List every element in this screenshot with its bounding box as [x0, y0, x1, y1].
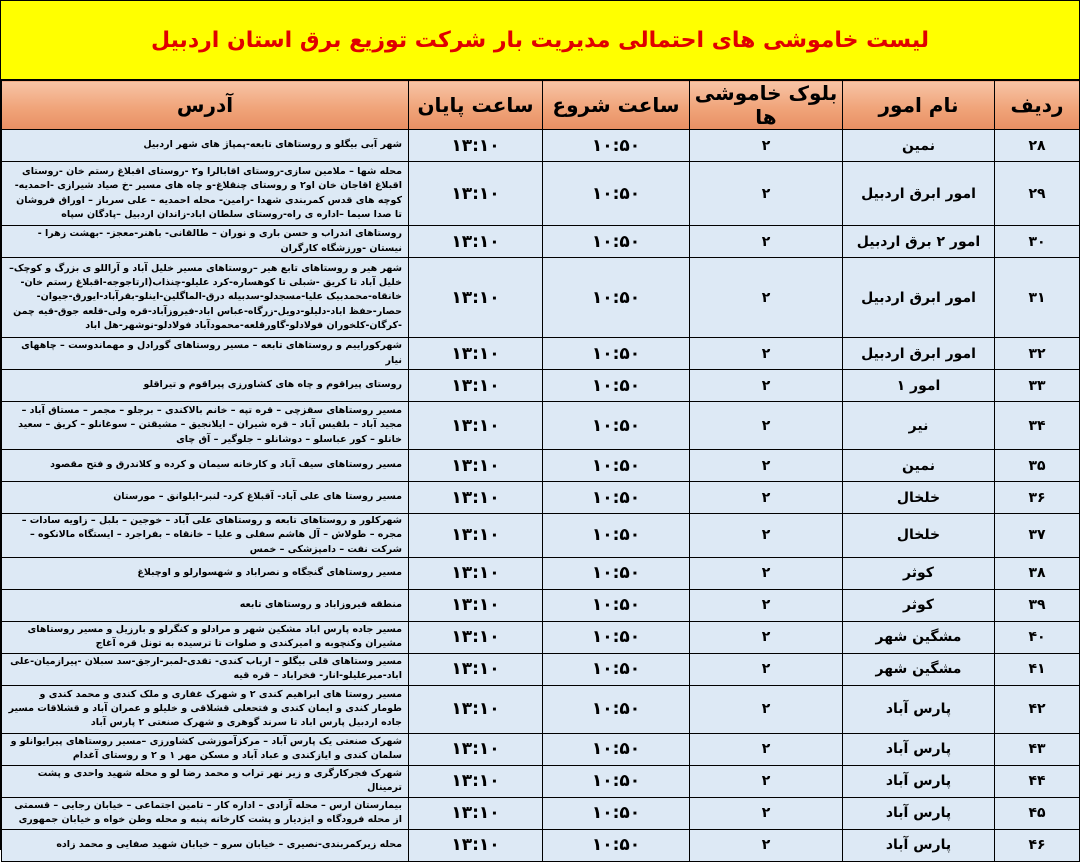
- address-cell: بیمارستان ارس – محله آزادی – اداره کار – تامین اجتماعی – خیابان رجایی – قسمتی از محله فرودگاه و ایزدیار و پشت کارخانه پنبه و محله وطن خواه و خیابان جمهوری: [2, 797, 409, 829]
- start-time-cell: ۱۰:۵۰: [543, 797, 690, 829]
- address-cell: روستای پیراقوم و چاه های کشاورزی پیراقوم و تیراقلو: [2, 370, 409, 402]
- table-row: [2, 402, 1080, 450]
- address-cell: شهرک فجرکارگری و زیر نهر تراب و محمد رضا لو و محله شهید واحدی و پشت ترمینال: [2, 765, 409, 797]
- start-time-cell: ۱۰:۵۰: [543, 621, 690, 653]
- table-row: [2, 226, 1080, 258]
- district-name-cell: پارس آباد: [843, 733, 995, 765]
- end-time-cell: ۱۳:۱۰: [409, 765, 543, 797]
- outage-block-cell: ۲: [690, 402, 843, 450]
- outage-block-cell: ۲: [690, 589, 843, 621]
- outage-block-cell: ۲: [690, 733, 843, 765]
- table-row: [2, 621, 1080, 653]
- district-name-cell: امور ۱: [843, 370, 995, 402]
- start-time-cell: ۱۰:۵۰: [543, 589, 690, 621]
- row-number-cell: ۳۲: [995, 338, 1080, 370]
- address-cell: مسیر وستاهای قلی بیگلو – ارباب کندی- تقدی-لمبر-ارجق-سد سبلان -پیرازمیان-علی اباد-میرعلیلو-انار- فخراباد – قره قیه: [2, 653, 409, 685]
- district-name-cell: نمین: [843, 450, 995, 482]
- district-name-cell: نیر: [843, 402, 995, 450]
- row-number-cell: ۴۱: [995, 653, 1080, 685]
- row-number-cell: ۳۵: [995, 450, 1080, 482]
- outage-block-cell: ۲: [690, 653, 843, 685]
- end-time-cell: ۱۳:۱۰: [409, 162, 543, 226]
- outage-block-cell: ۲: [690, 685, 843, 733]
- end-time-cell: ۱۳:۱۰: [409, 370, 543, 402]
- district-name-cell: کوثر: [843, 589, 995, 621]
- start-time-cell: ۱۰:۵۰: [543, 482, 690, 514]
- outage-block-cell: ۲: [690, 514, 843, 558]
- row-number-cell: ۳۳: [995, 370, 1080, 402]
- table-row: [2, 450, 1080, 482]
- district-name-cell: امور ابرق اردبیل: [843, 338, 995, 370]
- start-time-cell: ۱۰:۵۰: [543, 226, 690, 258]
- start-time-cell: ۱۰:۵۰: [543, 162, 690, 226]
- table-row: [2, 130, 1080, 162]
- table-row: [2, 589, 1080, 621]
- sheet-title: لیست خاموشی های احتمالی مدیریت بار شرکت توزیع برق استان اردبیل: [150, 27, 930, 53]
- outage-block-cell: ۲: [690, 370, 843, 402]
- end-time-cell: ۱۳:۱۰: [409, 402, 543, 450]
- address-cell: منطقه فیروزاباد و روستاهای تابعه: [2, 589, 409, 621]
- header-end-time: ساعت پایان: [409, 81, 543, 130]
- start-time-cell: ۱۰:۵۰: [543, 733, 690, 765]
- end-time-cell: ۱۳:۱۰: [409, 482, 543, 514]
- start-time-cell: ۱۰:۵۰: [543, 402, 690, 450]
- end-time-cell: ۱۳:۱۰: [409, 685, 543, 733]
- header-row-number: ردیف: [995, 81, 1080, 130]
- outage-block-cell: ۲: [690, 797, 843, 829]
- outage-block-cell: ۲: [690, 450, 843, 482]
- start-time-cell: ۱۰:۵۰: [543, 258, 690, 338]
- table-row: [2, 514, 1080, 558]
- outage-block-cell: ۲: [690, 258, 843, 338]
- outage-block-cell: ۲: [690, 482, 843, 514]
- start-time-cell: ۱۰:۵۰: [543, 685, 690, 733]
- row-number-cell: ۳۱: [995, 258, 1080, 338]
- start-time-cell: ۱۰:۵۰: [543, 130, 690, 162]
- row-number-cell: ۴۴: [995, 765, 1080, 797]
- end-time-cell: ۱۳:۱۰: [409, 450, 543, 482]
- start-time-cell: ۱۰:۵۰: [543, 765, 690, 797]
- address-cell: شهر هیر و روستاهای تابع هیر –روستاهای مسیر خلیل آباد و آراللو ی بزرگ و کوچک–خلیل آباد تا کریق -شبلی تا کوهساره-کرد علیلو-چنذاب(ارتاجوجه-اقبلاغ رستم خان-خانقاه-محمدبیک علیا-مسجدلو-سدبیله درق-الماگلین-اینلو-بقرآباد-ایورق-جیوان-حصار-حفظ اباد-دلیلو-دویل-زرگاه-عباس اباد-فیروزآباد-قره ولی-قلعه جوق-قیه چمن -کرگان-کلخوران فولادلو-گاورقلعه-محمودآباد فولادلو-نوشهر-هل اباد: [2, 258, 409, 338]
- district-name-cell: مشگین شهر: [843, 621, 995, 653]
- district-name-cell: امور ابرق اردبیل: [843, 258, 995, 338]
- outage-block-cell: ۲: [690, 829, 843, 861]
- row-number-cell: ۳۸: [995, 557, 1080, 589]
- start-time-cell: ۱۰:۵۰: [543, 450, 690, 482]
- table-row: [2, 557, 1080, 589]
- address-cell: شهرک صنعتی یک پارس آباد – مرکزآموزشی کشاورزی –مسیر روستاهای پیرایوانلو و سلمان کندی و ایازکندی و عباد آباد و مسکن مهر ۱ و ۲ و روستای آغدام: [2, 733, 409, 765]
- district-name-cell: امور ابرق اردبیل: [843, 162, 995, 226]
- address-cell: مسیر جاده پارس اباد مشکین شهر و مرادلو و کنگرلو و بارزیل و مسیر روستاهای مشیران وکنچوبه و امیرکندی و صلوات تا ترسیده به تونل قره آغاج: [2, 621, 409, 653]
- district-name-cell: پارس آباد: [843, 765, 995, 797]
- address-cell: شهر آبی بیگلو و روستاهای تابعه-پمپاژ های شهر اردبیل: [2, 130, 409, 162]
- start-time-cell: ۱۰:۵۰: [543, 829, 690, 861]
- address-cell: مسیر روستا های ابراهیم کندی ۲ و شهرک غفاری و ملک کندی و محمد کندی و طومار کندی و ایمان کندی و فتحعلی قشلاقی و خلیلو و عمران آباد و قشلاقات مسیر جاده اردبیل پارس اباد تا سرند گوهری و شهرک صنعتی ۲ پارس آباد: [2, 685, 409, 733]
- row-number-cell: ۲۹: [995, 162, 1080, 226]
- table-row: [2, 482, 1080, 514]
- end-time-cell: ۱۳:۱۰: [409, 733, 543, 765]
- row-number-cell: ۴۵: [995, 797, 1080, 829]
- address-cell: مسیر روستاهای سقزچی – قره تپه – خانم بالاکندی – برجلو – مجمر – مستاق آباد – مجید آباد – بلقیس آباد – قره شیران – ایلانجیق – مشیقتن – سوغانلو – کریق – سعید خانلو – کور عباسلو – دوشانلو – جلوگیر – آق چای: [2, 402, 409, 450]
- start-time-cell: ۱۰:۵۰: [543, 557, 690, 589]
- district-name-cell: مشگین شهر: [843, 653, 995, 685]
- district-name-cell: پارس آباد: [843, 685, 995, 733]
- end-time-cell: ۱۳:۱۰: [409, 797, 543, 829]
- end-time-cell: ۱۳:۱۰: [409, 130, 543, 162]
- address-cell: محله شها – ملامین سازی-روستای اقابالرا و۲ -روستای اقبلاغ رستم خان -روستای اقبلاغ اقاجان خان او۲ و روستای چنقلاغ-و چاه های مسیر -خ صیاد شیرازی -احمدیه-کوچه های قدس کمربندی شهدا -رامین- محله احمدیه – علی سرباز – اوراق فروشان تا صدا سیما –اداره ی راه-روستای سلطان اباد-زاندان اردبیل –پادگان سپاه: [2, 162, 409, 226]
- header-district-name: نام امور: [843, 81, 995, 130]
- end-time-cell: ۱۳:۱۰: [409, 653, 543, 685]
- table-row: [2, 370, 1080, 402]
- address-cell: مسیر روستا های علی آباد- آقبلاغ کرد- لنبر-ایلوانق – مورستان: [2, 482, 409, 514]
- address-cell: شهرکوراییم و روستاهای تابعه – مسیر روستاهای گورادل و مهماندوست – چاههای نیار: [2, 338, 409, 370]
- table-row: [2, 653, 1080, 685]
- row-number-cell: ۳۰: [995, 226, 1080, 258]
- table-row: [2, 797, 1080, 829]
- address-cell: شهرکلور و روستاهای تابعه و روستاهای علی آباد – خوجین – بلبل – زاویه سادات – مجره – طولاش – آل هاشم سفلی و علیا – خانقاه – بفراجرد – ایستگاه مالانکوه – شرکت نفت – دامپزشکی – خمس: [2, 514, 409, 558]
- table-row: [2, 258, 1080, 338]
- end-time-cell: ۱۳:۱۰: [409, 514, 543, 558]
- table-row: [2, 685, 1080, 733]
- outage-block-cell: ۲: [690, 338, 843, 370]
- start-time-cell: ۱۰:۵۰: [543, 514, 690, 558]
- outage-block-cell: ۲: [690, 130, 843, 162]
- district-name-cell: کوثر: [843, 557, 995, 589]
- header-address: آدرس: [2, 81, 409, 130]
- row-number-cell: ۴۲: [995, 685, 1080, 733]
- end-time-cell: ۱۳:۱۰: [409, 557, 543, 589]
- district-name-cell: نمین: [843, 130, 995, 162]
- row-number-cell: ۴۶: [995, 829, 1080, 861]
- outage-block-cell: ۲: [690, 162, 843, 226]
- outage-block-cell: ۲: [690, 226, 843, 258]
- end-time-cell: ۱۳:۱۰: [409, 829, 543, 861]
- end-time-cell: ۱۳:۱۰: [409, 226, 543, 258]
- end-time-cell: ۱۳:۱۰: [409, 589, 543, 621]
- header-start-time: ساعت شروع: [543, 81, 690, 130]
- row-number-cell: ۳۷: [995, 514, 1080, 558]
- header-row: [2, 81, 1080, 130]
- end-time-cell: ۱۳:۱۰: [409, 621, 543, 653]
- district-name-cell: خلخال: [843, 514, 995, 558]
- table-row: [2, 733, 1080, 765]
- end-time-cell: ۱۳:۱۰: [409, 338, 543, 370]
- outage-block-cell: ۲: [690, 557, 843, 589]
- row-number-cell: ۳۶: [995, 482, 1080, 514]
- table-body: [2, 130, 1080, 862]
- outage-block-cell: ۲: [690, 765, 843, 797]
- outage-block-cell: ۲: [690, 621, 843, 653]
- row-number-cell: ۴۳: [995, 733, 1080, 765]
- end-time-cell: ۱۳:۱۰: [409, 258, 543, 338]
- district-name-cell: امور ۲ برق اردبیل: [843, 226, 995, 258]
- district-name-cell: خلخال: [843, 482, 995, 514]
- start-time-cell: ۱۰:۵۰: [543, 338, 690, 370]
- start-time-cell: ۱۰:۵۰: [543, 370, 690, 402]
- outage-table: [1, 80, 1080, 862]
- district-name-cell: پارس آباد: [843, 829, 995, 861]
- table-row: [2, 765, 1080, 797]
- row-number-cell: ۳۴: [995, 402, 1080, 450]
- address-cell: محله زیرکمربندی-نصیری – خیابان سرو – خیابان شهید صفایی و محمد زاده: [2, 829, 409, 861]
- row-number-cell: ۳۹: [995, 589, 1080, 621]
- table-row: [2, 338, 1080, 370]
- district-name-cell: پارس آباد: [843, 797, 995, 829]
- start-time-cell: ۱۰:۵۰: [543, 653, 690, 685]
- row-number-cell: ۲۸: [995, 130, 1080, 162]
- row-number-cell: ۴۰: [995, 621, 1080, 653]
- table-row: [2, 162, 1080, 226]
- header-outage-block: بلوک خاموشی ها: [690, 81, 843, 130]
- address-cell: مسیر روستاهای سیف آباد و کارخانه سیمان و کرده و کلاندرق و فتح مقصود: [2, 450, 409, 482]
- sheet-title-bar: [1, 0, 1079, 80]
- table-row: [2, 829, 1080, 861]
- address-cell: روستاهای اندراب و حسن باری و نوران – طالقانی- باهنر-معجز- -بهشت زهرا - نیستان -ورزشگاه کارگران: [2, 226, 409, 258]
- address-cell: مسیر روستاهای گنجگاه و نصراباد و شهسوارلو و اوچبلاغ: [2, 557, 409, 589]
